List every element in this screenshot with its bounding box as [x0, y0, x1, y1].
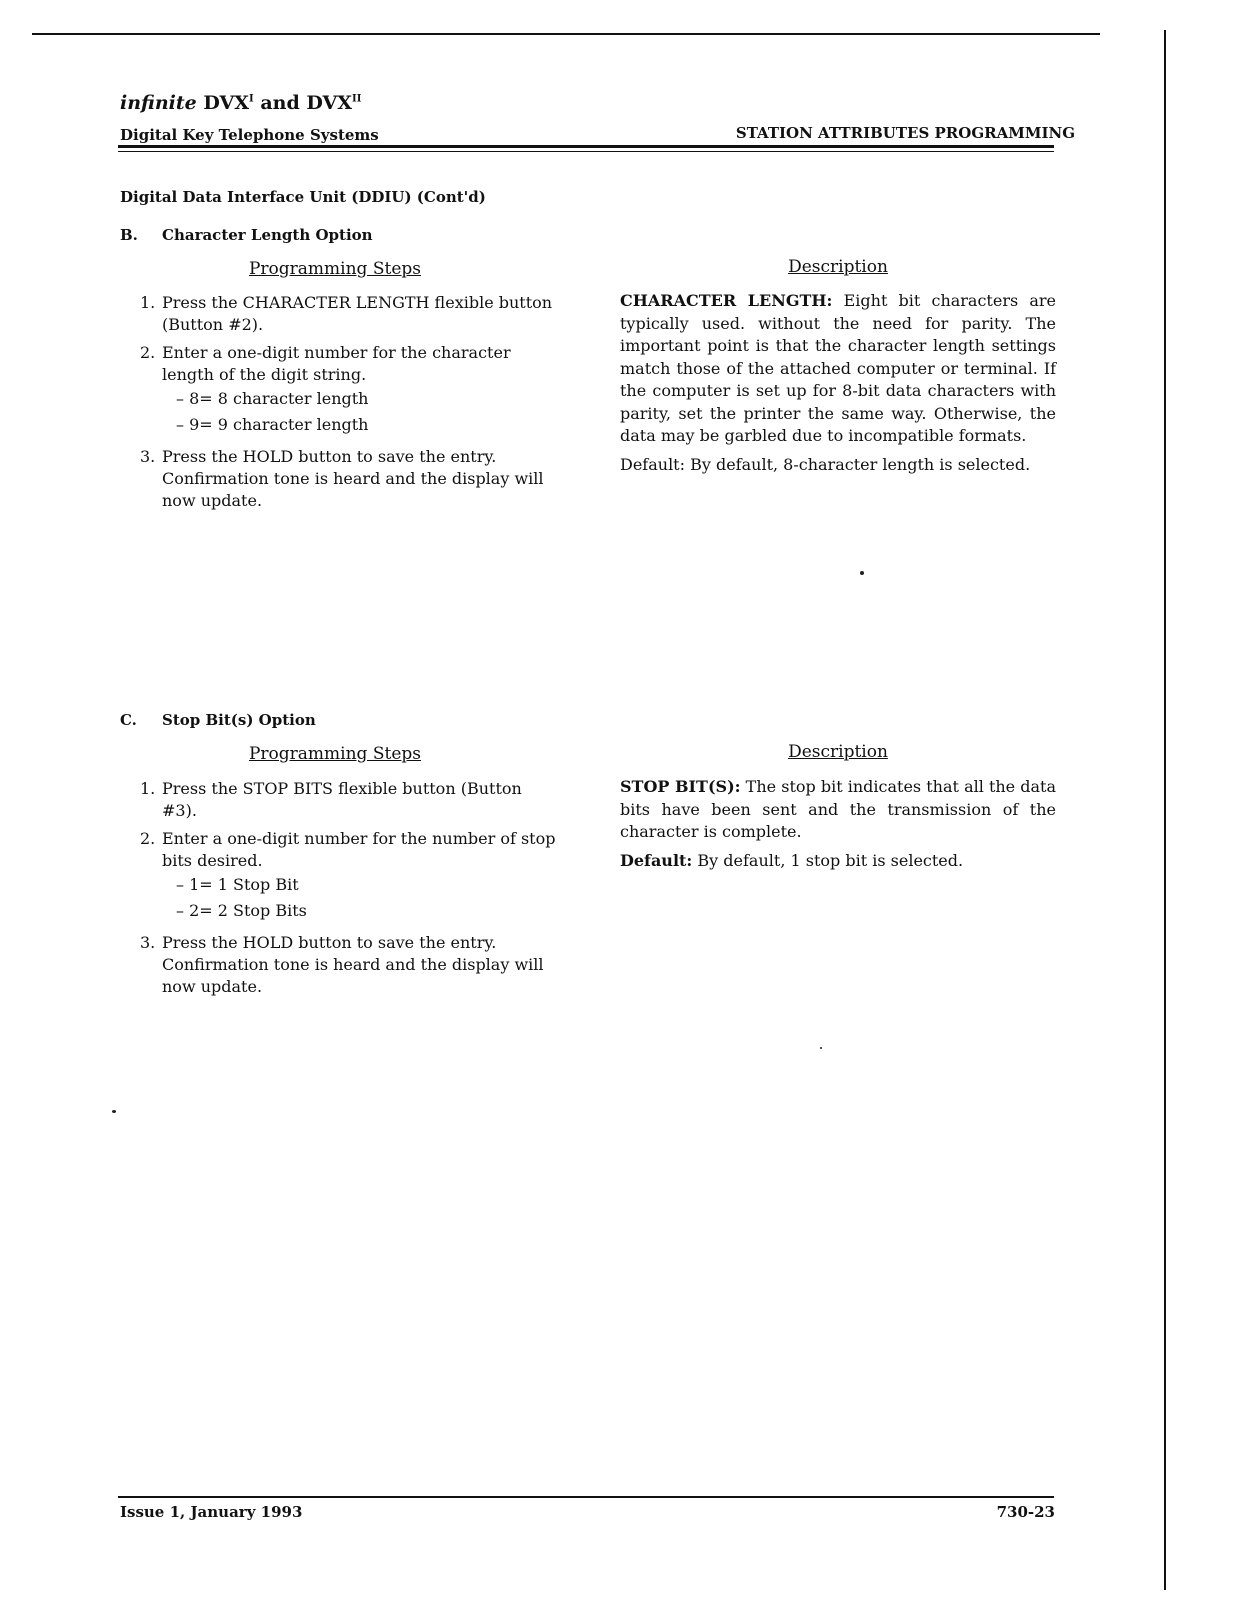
section-c-desc-heading: Description — [788, 742, 888, 762]
page-title: Digital Data Interface Unit (DDIU) (Cont'd) — [120, 188, 486, 206]
step-number: 3. — [140, 447, 156, 466]
section-b-steps — [140, 292, 560, 518]
description-paragraph — [620, 776, 1056, 844]
brand-model-b: DVX — [306, 92, 353, 114]
section-c-heading — [120, 711, 316, 729]
brand-sup-a: I — [249, 93, 254, 105]
step-number: 2. — [140, 343, 156, 362]
section-b-steps-heading: Programming Steps — [248, 259, 421, 279]
default-paragraph: Default: By default, 8-character length is selected. — [620, 454, 1031, 474]
step-number: 1. — [140, 779, 156, 798]
default-text: By default, 1 stop bit is selected. — [697, 850, 964, 870]
footer-page-number: 730-23 — [996, 1503, 1055, 1521]
section-b-title: Character Length Option — [162, 226, 373, 244]
section-c-steps-heading: Programming Steps — [248, 744, 421, 764]
step-number: 2. — [140, 829, 156, 848]
brand-prefix: infinite — [120, 92, 197, 114]
step-text: Press the CHARACTER LENGTH flexible button (Button #2). — [162, 293, 553, 334]
right-scan-rule — [1164, 30, 1166, 1590]
top-scan-rule — [32, 33, 1100, 35]
step-text-main: Enter a one-digit number for the character length of the digit string. — [162, 343, 511, 384]
header-rule-thick — [118, 145, 1054, 148]
section-b-description — [620, 290, 1056, 482]
header-subtitle: Digital Key Telephone Systems — [120, 126, 379, 144]
list-item — [140, 342, 560, 440]
step-text-main: Enter a one-digit number for the number of stop bits desired. — [162, 829, 556, 870]
description-term: STOP BIT(S): — [620, 777, 741, 796]
step-number: 3. — [140, 933, 156, 952]
option-item: – 9= 9 character length — [176, 415, 369, 434]
section-b-desc-heading: Description — [788, 257, 888, 277]
footer-rule — [118, 1496, 1054, 1498]
scan-speck — [860, 571, 864, 575]
option-item: – 8= 8 character length — [176, 389, 369, 408]
header-brand — [120, 92, 361, 114]
list-item — [140, 292, 560, 336]
list-item — [140, 828, 560, 926]
option-item: – 1= 1 Stop Bit — [176, 875, 299, 894]
step-number: 1. — [140, 293, 156, 312]
section-c-title: Stop Bit(s) Option — [162, 711, 316, 729]
step-text — [162, 828, 560, 926]
description-text: The stop bit indicates that all the data bits have been sent and the transmission of the character is complete. — [620, 777, 1057, 841]
brand-and: and — [260, 92, 300, 114]
scan-speck — [820, 1047, 822, 1049]
section-c-steps — [140, 778, 560, 1004]
footer-issue: Issue 1, January 1993 — [120, 1503, 303, 1521]
default-label: Default: — [620, 850, 693, 870]
section-b-heading — [120, 226, 373, 244]
step-text — [162, 342, 560, 440]
step-text: Press the STOP BITS flexible button (Button #3). — [162, 779, 522, 820]
description-term: CHARACTER LENGTH: — [620, 291, 833, 310]
scan-speck — [112, 1110, 116, 1113]
default-paragraph — [620, 850, 1056, 873]
header-section-label: STATION ATTRIBUTES PROGRAMMING — [735, 124, 1075, 142]
step-text: Press the HOLD button to save the entry. Confirmation tone is heard and the display will now update. — [162, 447, 544, 510]
list-item — [140, 932, 560, 998]
step-text: Press the HOLD button to save the entry. Confirmation tone is heard and the display will now update. — [162, 933, 544, 996]
list-item — [140, 446, 560, 512]
section-c-description — [620, 776, 1056, 878]
brand-sup-b: II — [352, 93, 362, 105]
brand-model-a: DVX — [203, 92, 250, 114]
section-c-letter: C. — [120, 711, 137, 729]
header-rule-thin — [118, 151, 1054, 152]
description-text: Eight bit characters are typically used. without the need for parity. The important point is that the character length settings match those of the attached computer or terminal. If the computer is set up for 8-bit data characters with parity, set the printer the same way. Otherwise, the data may be garbled due to incompatible formats. — [620, 291, 1057, 445]
option-item: – 2= 2 Stop Bits — [176, 901, 307, 920]
section-b-letter: B. — [120, 226, 138, 244]
description-paragraph — [620, 290, 1056, 448]
list-item — [140, 778, 560, 822]
